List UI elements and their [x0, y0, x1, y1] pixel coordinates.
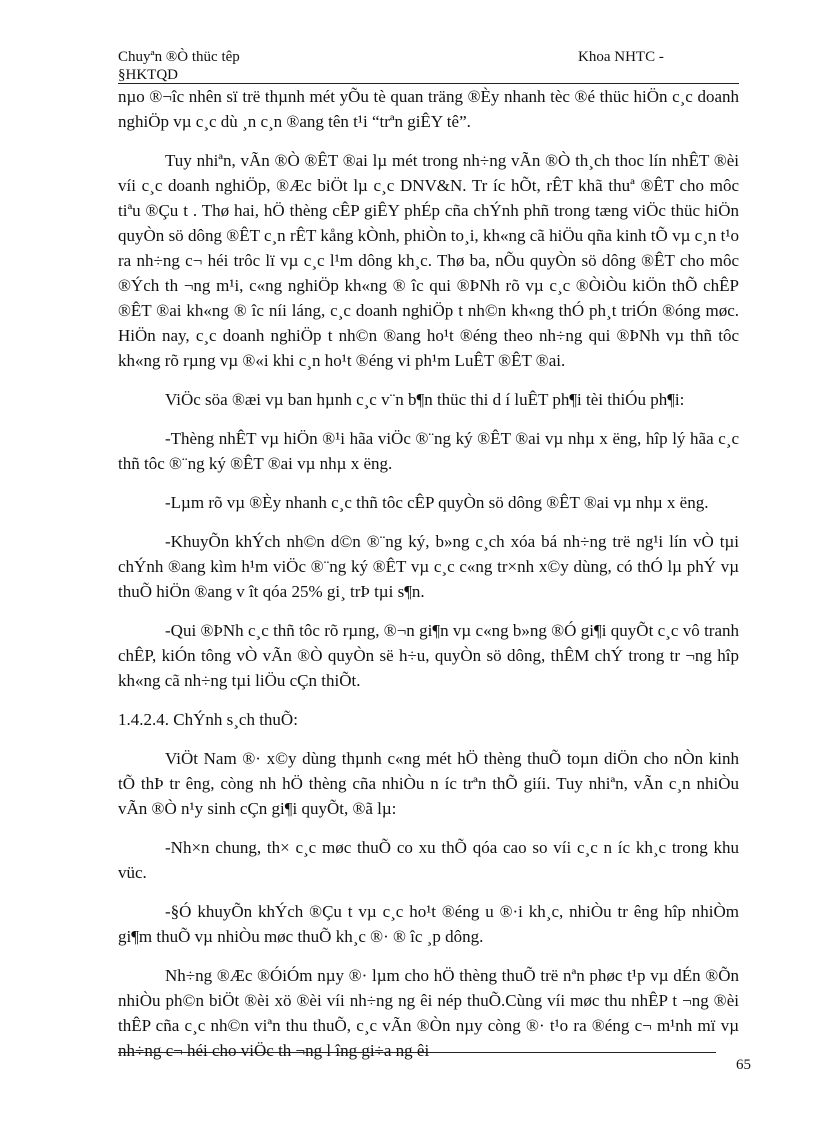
- list-item: -Qui ®ÞNh c¸c thñ tôc rõ rµng, ®¬n gi¶n vµ c«ng b»ng ®Ó gi¶i quyÕt c¸c vô tranh chÊP, kiÓn tông vÒ vÃn ®Ò quyÒn së h÷u, quyÒn sö dông, thÊM chÝ trong tr ¬ng hîp kh«ng cã nh÷ng tµi liÖu cÇn thiÕt.: [118, 621, 739, 690]
- header-title-line2: §HKTQD: [118, 67, 178, 83]
- list-item: -Thèng nhÊT vµ hiÖn ®¹i hãa viÖc ®¨ng ký ®ÊT ®ai vµ nhµ x ëng, hîp lý hãa c¸c thñ tôc ®¨ng ký ®ÊT ®ai vµ nhµ x ëng.: [118, 429, 739, 473]
- paragraph: Tuy nhiªn, vÃn ®Ò ®ÊT ®ai lµ mét trong nh÷ng vÃn ®Ò th¸ch thoc lín nhÊT ®èi víi c¸c doanh nghiÖp, ®Æc biÖt lµ c¸c DNV&N. Tr íc hÕt, rÊT khã thuª ®ÊT cho môc tiªu ®Çu t . Thø hai, hÖ thèng cÊP giÊY phÉp cña chÝnh phñ trong tæng viÖc thüc hiÖn quyÒn sö dông ®ÊT c¸n rÊT kång kÒnh, phiÒn to¸i, kh«ng cã hiÖu qña kinh tÕ vµ c¸n t¹o ra nh÷ng c¬ héi trôc lï vµ c¸c l¹m dông kh¸c. Thø ba, nÕu quyÒn sö dông ®ÊT cho môc ®Ých th ¬ng m¹i, c«ng nghiÖp kh«ng ® îc qui ®ÞNh rõ vµ c¸c ®ÒiÒu kiÖn thÕ chÊP ®ÊT ®ai kh«ng ® îc níi láng, c¸c doanh nghiÖp t nh©n kh«ng thÓ ph¸t triÓn ®óng møc. HiÖn nay, c¸c doanh nghiÖp t nh©n ®ang ho¹t ®éng theo nh÷ng qui ®ÞNh vµ thñ tôc kh«ng rõ rµng vµ ®«i khi c¸n ho¹t ®éng vi ph¹m LuÊT ®ÊT ®ai.: [118, 151, 739, 370]
- header-chapter-title: [118, 48, 418, 84]
- document-body: [118, 84, 739, 1077]
- list-item: -KhuyÕn khÝch nh©n d©n ®¨ng ký, b»ng c¸ch xóa bá nh÷ng trë ng¹i lín vÒ tµi chÝnh ®ang kìm h¹m viÖc ®¨ng ký ®ÊT vµ c¸c c«ng tr×nh x©y dùng, có thÓ lµ phÝ vµ thuÕ hiÖn ®ang v ît qóa 25% gi¸ trÞ tµi s¶n.: [118, 532, 739, 601]
- footer-divider: [118, 1052, 716, 1053]
- paragraph: ViÖt Nam ®· x©y dùng thµnh c«ng mét hÖ thèng thuÕ toµn diÖn cho nÒn kinh tÕ thÞ tr êng, còng nh hÖ thèng cña nhiÒu n íc trªn thÕ giíi. Tuy nhiªn, vÃn c¸n nhiÒu vÃn ®Ò n¹y sinh cÇn gi¶i quyÕt, ®ã lµ:: [118, 749, 739, 818]
- paragraph: Nh÷ng ®Æc ®ÓiÓm nµy ®· lµm cho hÖ thèng thuÕ trë nªn phøc t¹p vµ dÉn ®Õn nhiÒu ph©n biÖt ®èi xö ®èi víi nh÷ng ng êi nép thuÕ.Cùng víi møc thu nhÊP t ¬ng ®èi thÊP cña c¸c nh©n viªn thu thuÕ, c¸c vÃn ®Òn nµy còng ®· t¹o ra ®éng c¬ m¹nh mï vµ nh÷ng c¬ héi cho viÖc th ¬ng l îng gi÷a ng êi: [118, 966, 739, 1060]
- paragraph: ViÖc söa ®æi vµ ban hµnh c¸c v¨n b¶n thüc thi d í luÊT ph¶i tèi thiÓu ph¶i:: [165, 390, 685, 409]
- paragraph: nµo ®¬îc nhên sï trë thµnh mét yÕu tè quan träng ®Èy nhanh tèc ®é thüc hiÖn c¸c doanh nghiÖp vµ c¸c dù ¸n c¸n ®ang tên t¹i “trªn giÊY tê”.: [118, 87, 739, 131]
- list-item: -Nh×n chung, th× c¸c møc thuÕ co xu thÕ qóa cao so víi c¸c n íc kh¸c trong khu vüc.: [118, 838, 739, 882]
- section-heading: 1.4.2.4. ChÝnh s¸ch thuÕ:: [118, 710, 298, 729]
- page-number: 65: [736, 1057, 751, 1073]
- list-item: -§Ó khuyÕn khÝch ®Çu t vµ c¸c ho¹t ®éng u ®·i kh¸c, nhiÒu tr êng hîp nhiÒm gi¶m thuÕ vµ nhiÒu møc thuÕ kh¸c ®· ® îc ¸p dông.: [118, 902, 739, 946]
- list-item: -Lµm rõ vµ ®Èy nhanh c¸c thñ tôc cÊP quyÒn sö dông ®ÊT ®ai vµ nhµ x ëng.: [165, 493, 709, 512]
- header-title-line1: Chuyªn ®Ò thüc têp: [118, 49, 240, 65]
- header-department: Khoa NHTC -: [578, 49, 664, 65]
